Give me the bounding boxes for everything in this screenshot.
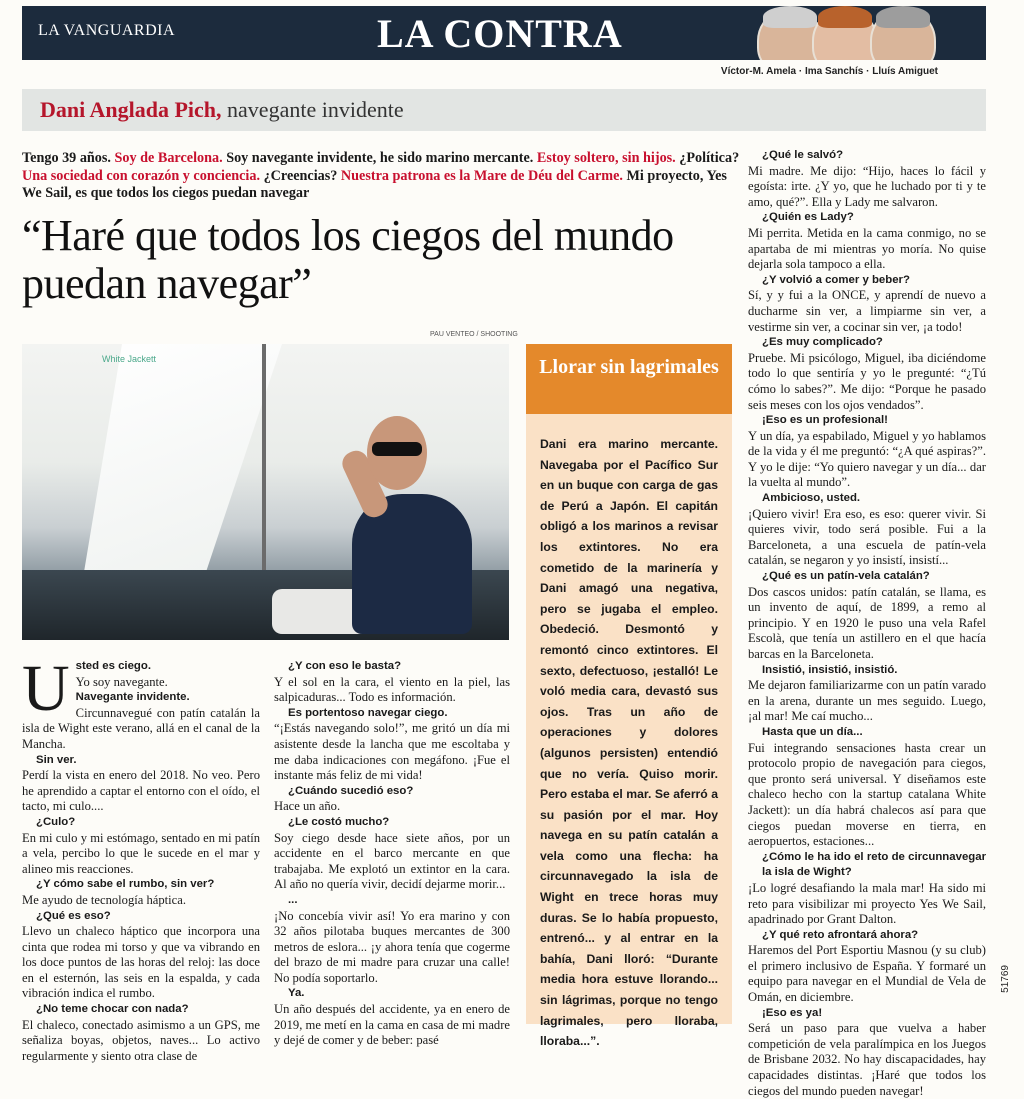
brand-logo: LA VANGUARDIA xyxy=(38,22,176,39)
photo xyxy=(22,344,509,640)
man-sunglasses xyxy=(372,442,422,456)
question: Ya. xyxy=(288,987,305,1000)
question: sted es ciego. xyxy=(75,660,152,672)
sail-shape xyxy=(82,344,282,584)
sidebar-title: Llorar sin lagrimales xyxy=(539,356,719,378)
answer: Perdí la vista en enero del 2018. No veo. Pero he aprendido a captar el entorno con el oído, el tacto, mi culo.... xyxy=(22,768,260,814)
masthead xyxy=(22,6,986,60)
intro-project: Mi proyecto, Yes We Sail, es que todos los ciegos puedan navegar xyxy=(22,167,727,201)
question: ¿Culo? xyxy=(36,815,76,828)
answer: Pruebe. Mi psicólogo, Miguel, iba diciéndome todo lo que sentiría y yo le pregunté: “¿Tú cómo lo sabes?”. Me dijo: “Porque he pasado seis meses con los ojos vendados”. xyxy=(748,350,986,412)
interviewee-name-text: Dani Anglada Pich, xyxy=(40,97,222,122)
question: ¿Qué le salvó? xyxy=(762,149,844,161)
answer: Será un paso para que vuelva a haber competición de vela paralímpica en los Juegos de Brisbane 2032. No hay discapacidades, hay capacidades distintas. ¡Haré que todos los ciegos del mundo pueden navegar! xyxy=(748,1021,986,1098)
answer: ¡Quiero vivir! Era eso, es eso: querer vivir. Si quieres vivir, todo será posible. Fui a la Barceloneta, a una escuela de patín-vela catalán, se negaron y yo insistí, insistí... xyxy=(748,506,986,568)
headline: “Haré que todos los ciegos del mundo puedan navegar” xyxy=(22,211,674,308)
intro-politics-q: ¿Política? xyxy=(675,150,740,166)
question: ¿Cuándo sucedió eso? xyxy=(288,784,414,797)
answer: Dos cascos unidos: patín catalán, se llama, es un invento de aquí, de 1899, a remo al principio. Y en 1920 le puso una vela Rafel Escolà, que tenía un astillero en el que hacía barcas en la Barceloneta. xyxy=(748,584,986,661)
question: Insistió, insistió, insistió. xyxy=(762,663,898,676)
question: ¿No teme chocar con nada? xyxy=(36,1003,189,1016)
sidebar-box xyxy=(526,344,732,1049)
drop-cap: U xyxy=(22,652,70,725)
answer: Me dejaron familiarizarme con un patín varado en la arena, durante un mes seguido. Luego, ¡al mar! Me caí mucho... xyxy=(748,678,986,724)
question: Sin ver. xyxy=(36,753,77,766)
intro-job: Soy navegante invidente, he sido marino mercante. xyxy=(222,150,537,166)
answer: Mi perrita. Metida en la cama conmigo, no se apartaba de mi mientras yo moría. No quise dejarla sola tampoco a ella. xyxy=(748,225,986,272)
answer: ¡Lo logré desafiando la mala mar! Ha sido mi reto para visibilizar mi proyecto Yes We Sail, apadrinado por Grant Dalton. xyxy=(748,880,986,927)
author-photo-2 xyxy=(812,8,878,60)
intro-age: Tengo 39 años. xyxy=(22,150,115,166)
question: Es portentoso navegar ciego. xyxy=(288,706,448,719)
section-title: LA CONTRA xyxy=(377,11,623,56)
answer: Yo soy navegante. xyxy=(75,674,168,689)
question: ¿Cómo le ha ido el reto de circunnavegar la isla de Wight? xyxy=(762,850,986,879)
answer: Circunnavegué con patín catalán la isla de Wight este verano, allá en el canal de la Mancha. xyxy=(22,705,260,751)
answer: Mi madre. Me dijo: “Hijo, haces lo fácil y egoísta: irte. ¿Y yo, que he luchado por ti y te amo, qué?”. Ella y Lady me salvaron. xyxy=(748,163,986,209)
question: Hasta que un día... xyxy=(762,725,863,738)
question: ¿Qué es eso? xyxy=(36,909,111,922)
interviewee-role: navegante invidente xyxy=(221,97,404,122)
authors-line: Víctor-M. Amela · Ima Sanchís · Lluís Amiguet xyxy=(720,66,938,77)
sidebar-header xyxy=(526,344,732,414)
answer: Hace un año. xyxy=(274,799,341,814)
intro-beliefs: Nuestra patrona es la Mare de Déu del Carme. xyxy=(340,167,623,184)
question: ¿Qué es un patín-vela catalán? xyxy=(762,570,930,583)
column-4 xyxy=(748,148,986,1099)
intro-paragraph xyxy=(22,150,740,203)
intro-status: Estoy soltero, sin hijos. xyxy=(536,150,676,166)
answer: Un año después del accidente, ya en enero de 2019, me metí en la cama en casa de mi madre y dejé de comer y de beber: pasé xyxy=(274,1002,510,1048)
question: ¡Eso es un profesional! xyxy=(762,414,888,427)
answer: Me ayudo de tecnología háptica. xyxy=(22,892,187,907)
answer: Fui integrando sensaciones hasta crear un protocolo propio de navegación para ciegos, que pronto será universal. Y diseñamos este chaleco hecho con la startup catalana White Jackett): un día habrá chalecos así para que ciegos puedan moverse en tierra, en aeropuertos, estaciones... xyxy=(748,740,986,849)
answer: “¡Estás navegando solo!”, me gritó un día mi asistente desde la lancha que me escoltaba y me daba indicaciones con megáfono. ¡Fue el instante más feliz de mi vida! xyxy=(274,721,510,783)
intro-origin: Soy de Barcelona. xyxy=(114,150,223,166)
question: Navegante invidente. xyxy=(75,691,190,704)
answer: Haremos del Port Esportiu Masnou (y su club) el primero inclusivo de España. Y formaré un equipo para navegar en el Mundial de Vela de Omán, en diciembre. xyxy=(748,943,986,1005)
photo-logo-text: White Jackett xyxy=(102,354,157,364)
question: ¿Quién es Lady? xyxy=(762,211,854,224)
answer: Soy ciego desde hace siete años, por un accidente en el barco mercante en que trabajaba. Me explotó un extintor en la cara. Al año no quería vivir, decidí dejarme morir... xyxy=(274,830,510,892)
question: ¿Y qué reto afrontará ahora? xyxy=(762,928,919,941)
question: ¡Eso es ya! xyxy=(762,1006,823,1019)
column-1 xyxy=(22,652,260,1064)
question: ¿Y cómo sabe el rumbo, sin ver? xyxy=(36,878,215,891)
column-2 xyxy=(274,659,510,1049)
question: ¿Le costó mucho? xyxy=(288,815,390,828)
question: ¿Y con eso le basta? xyxy=(288,660,402,672)
answer: En mi culo y mi estómago, sentado en mi patín a vela, percibo lo que le sucede en el mar y alineo mis reacciones. xyxy=(22,830,260,876)
question: ... xyxy=(288,893,298,906)
intro-beliefs-q: ¿Creencias? xyxy=(260,167,341,184)
interviewee-name xyxy=(40,97,404,123)
photo-credit: PAU VENTEO / SHOOTING xyxy=(430,331,518,338)
question: Ambicioso, usted. xyxy=(762,492,861,505)
answer: ¡No concebía vivir así! Yo era marino y con 32 años pilotaba buques mercantes de 300 metros de eslora... ¡y ahora tenía que cogerme del brazo de mi madre para cruzar una calle! No podía soportarlo. xyxy=(274,908,510,985)
answer: Y el sol en la cara, el viento en la piel, las salpicaduras... Todo es información. xyxy=(274,674,510,705)
question: ¿Y volvió a comer y beber? xyxy=(762,273,910,286)
answer: Y un día, ya espabilado, Miguel y yo hablamos de la vida y él me preguntó: “¿A qué aspiras?”. Y yo le dije: “Yo quiero navegar y un día... dar la vuelta al mundo”. xyxy=(748,428,986,490)
question: ¿Es muy complicado? xyxy=(762,336,883,349)
serial-number: 51769 xyxy=(1000,965,1011,993)
answer: Llevo un chaleco háptico que incorpora una cinta que rodea mi torso y que va vibrando en los doce puntos de las horas del reloj: las doce en el esternón, las seis en la espalda, y cada vibración indica el rumbo. xyxy=(22,924,260,1001)
answer: Sí, y y fui a la ONCE, y aprendí de nuevo a ducharme sin ver, a limpiarme sin ver, a vestirme sin ver, a cocinar sin ver, ¡a todo! xyxy=(748,288,986,334)
author-photo-3 xyxy=(870,8,936,60)
intro-politics: Una sociedad con corazón y conciencia. xyxy=(22,167,261,184)
answer: El chaleco, conectado asimismo a un GPS, me señaliza boyas, objetos, naves... Lo activo regularmente y siento otra clase de xyxy=(22,1017,260,1063)
name-bar xyxy=(22,89,986,131)
sidebar-text: Dani era marino mercante. Navegaba por el Pacífico Sur en un buque con carga de gas de Perú a Japón. El capitán obligó a los marinos a revisar los extintores. No era cometido de la marinería y Dani amagó una negativa, pero se jugaba el empleo. Obedeció. Desmontó y remontó cinco extintores. El sexto, defectuoso, ¡estalló! Le voló media cara, devastó sus ojos. Tras un año de operaciones y dolores (algunos persisten) entendió que no vería. Quiso morir. Pero estaba el mar. Se aferró a su pasión por el mar. Hoy navega en su patín catalán a vela como una flecha: ha circunnavegado la isla de Wight en trece horas muy duras. Se lo había propuesto, entrenó... y al entrar en la bahía, Dani lloró: “Durante media hora estuve llorando... sin lágrimas, porque no tengo lagrimales, pero lloraba, lloraba...”. xyxy=(540,437,718,1049)
